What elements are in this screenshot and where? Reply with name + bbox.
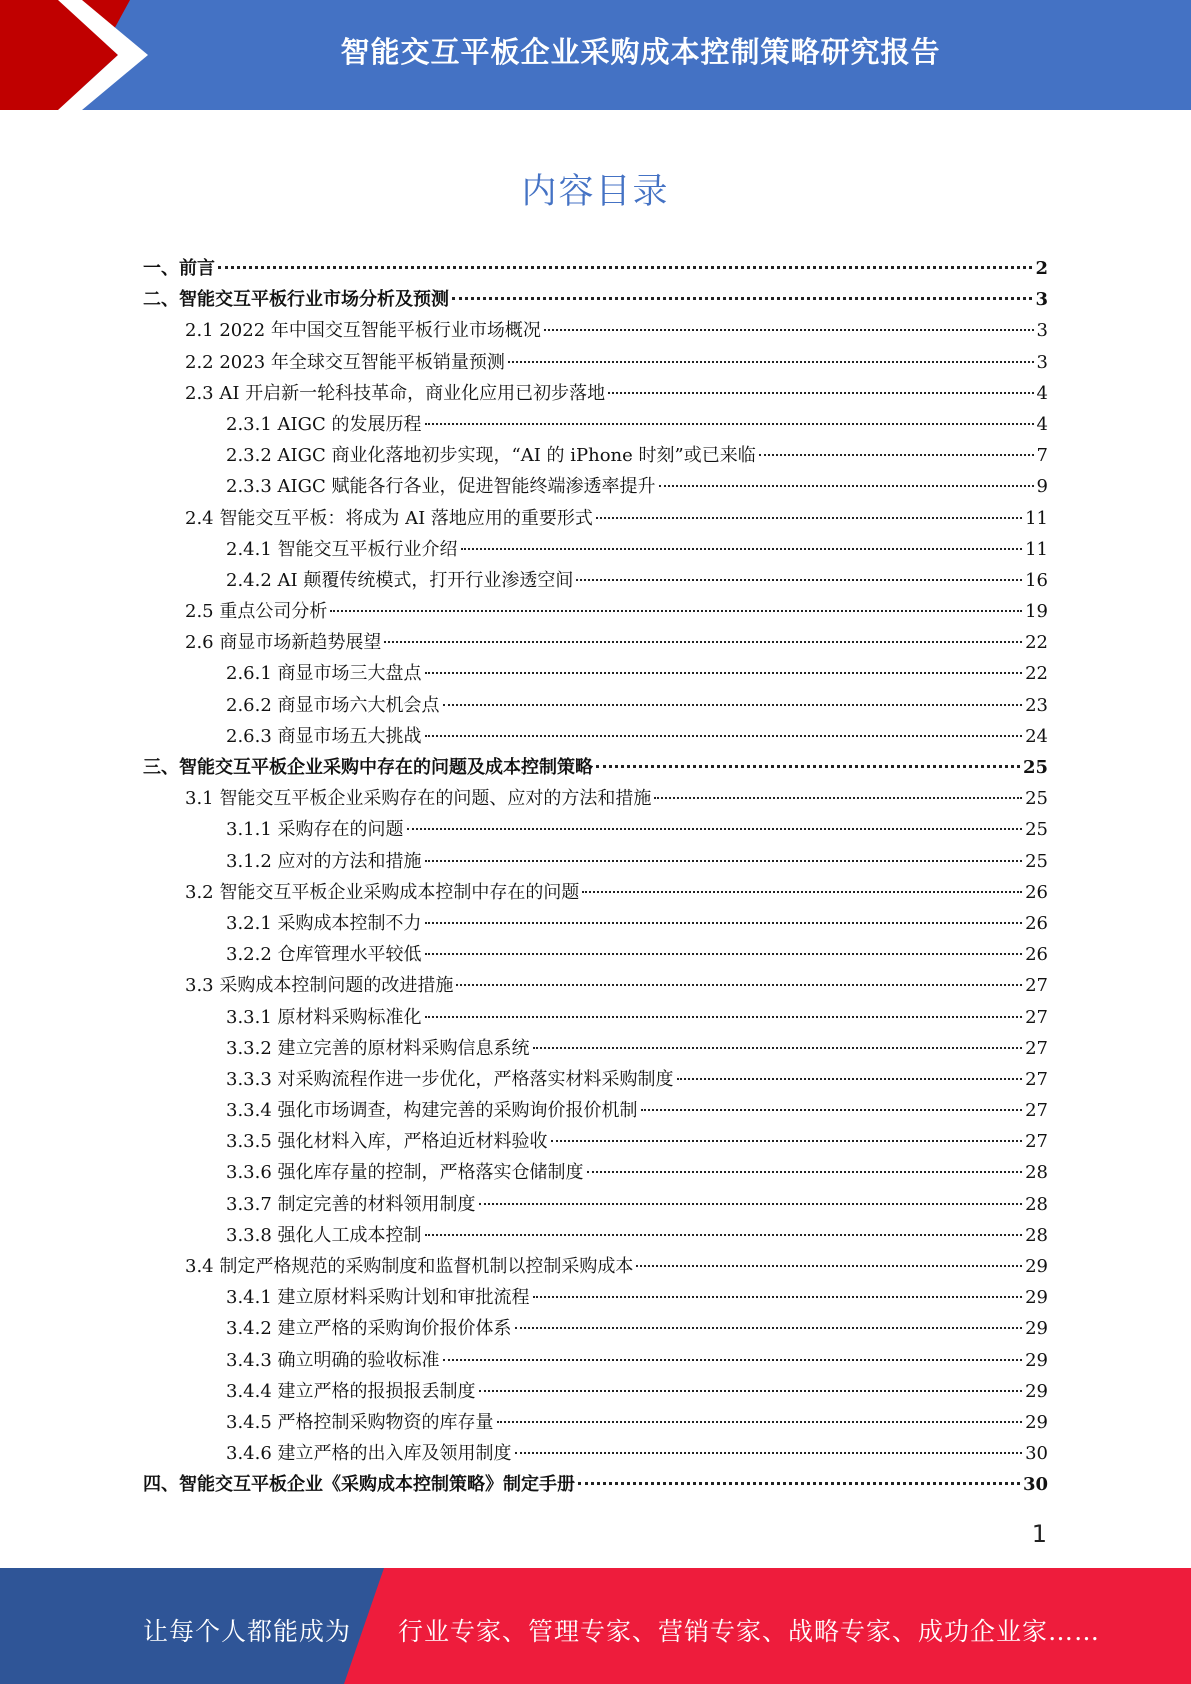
- toc-entry-page: 16: [1025, 569, 1048, 591]
- toc-dot-leader: [582, 891, 1022, 893]
- toc-entry[interactable]: [143, 940, 1048, 971]
- toc-dot-leader: [544, 329, 1034, 331]
- toc-entry-page: 3: [1036, 320, 1048, 342]
- toc-dot-leader: [407, 828, 1023, 830]
- toc-entry-title: 3.1.2 应对的方法和措施: [226, 850, 422, 872]
- toc-entry[interactable]: [143, 1158, 1048, 1189]
- toc-entry-page: 30: [1022, 1474, 1048, 1496]
- header-banner: [0, 0, 1191, 110]
- toc-entry-page: 27: [1025, 1037, 1048, 1059]
- toc-entry-title: 3.4.3 确立明确的验收标准: [226, 1349, 440, 1371]
- toc-entry-title: 3.3.7 制定完善的材料领用制度: [226, 1193, 476, 1215]
- toc-dot-leader: [425, 423, 1034, 425]
- toc-entry-title: 2.3.1 AIGC 的发展历程: [226, 413, 422, 435]
- toc-entry-page: 29: [1025, 1380, 1048, 1402]
- toc-entry-page: 27: [1025, 1068, 1048, 1090]
- toc-entry-page: 26: [1025, 944, 1048, 966]
- toc-entry-title: 3.3.5 强化材料入库，严格迫近材料验收: [226, 1131, 548, 1153]
- toc-entry[interactable]: [143, 784, 1048, 815]
- toc-entry-title: 2.4.1 智能交互平板行业介绍: [226, 538, 458, 560]
- toc-entry-page: 2: [1035, 258, 1048, 279]
- toc-entry-page: 26: [1025, 912, 1048, 934]
- toc-entry-page: 29: [1025, 1287, 1048, 1309]
- toc-entry-page: 4: [1036, 382, 1048, 404]
- toc-dot-leader: [218, 266, 1032, 269]
- toc-dot-leader: [551, 1140, 1023, 1142]
- toc-entry-title: 3.2.2 仓库管理水平较低: [226, 944, 422, 966]
- toc-entry[interactable]: [143, 1003, 1048, 1034]
- toc-entry[interactable]: [143, 597, 1048, 628]
- toc-entry-page: 25: [1025, 819, 1048, 841]
- toc-entry-title: 3.4.6 建立严格的出入库及领用制度: [226, 1443, 512, 1465]
- toc-entry-page: 3: [1035, 289, 1048, 311]
- toc-dot-leader: [641, 1109, 1023, 1111]
- toc-dot-leader: [452, 297, 1032, 300]
- toc-entry-page: 27: [1025, 1131, 1048, 1153]
- toc-entry-title: 3.4.1 建立原材料采购计划和审批流程: [226, 1287, 530, 1309]
- toc-dot-leader: [677, 1078, 1023, 1080]
- toc-entry[interactable]: [143, 379, 1048, 410]
- toc-entry-title: 2.4.2 AI 颠覆传统模式，打开行业渗透空间: [226, 569, 574, 591]
- toc-entry-title: 2.6.3 商显市场五大挑战: [226, 725, 422, 747]
- toc-entry-title: 3.3.2 建立完善的原材料采购信息系统: [226, 1037, 530, 1059]
- toc-dot-leader: [596, 517, 1022, 519]
- toc-dot-leader: [384, 641, 1022, 643]
- toc-entry-page: 22: [1025, 663, 1048, 685]
- toc-entry-title: 3.3.4 强化市场调查，构建完善的采购询价报价机制: [226, 1100, 638, 1122]
- toc-dot-leader: [596, 765, 1020, 768]
- toc-entry-title: 3.4 制定严格规范的采购制度和监督机制以控制采购成本: [185, 1256, 634, 1277]
- toc-dot-leader: [636, 1265, 1022, 1267]
- toc-entry-page: 7: [1036, 445, 1048, 467]
- toc-entry-title: 2.3.2 AIGC 商业化落地初步实现，“AI 的 iPhone 时刻”或已来临: [226, 445, 756, 467]
- toc-dot-leader: [654, 797, 1022, 799]
- toc-entry-title: 2.3.3 AIGC 赋能各行各业，促进智能终端渗透率提升: [226, 476, 656, 498]
- toc-entry-page: 29: [1025, 1256, 1048, 1277]
- toc-entry-page: 19: [1025, 601, 1048, 623]
- table-of-contents: [143, 254, 1048, 1502]
- toc-entry[interactable]: [143, 410, 1048, 441]
- toc-entry[interactable]: [143, 441, 1048, 472]
- toc-entry-page: 25: [1022, 757, 1048, 778]
- toc-entry[interactable]: [143, 1408, 1048, 1439]
- toc-entry-page: 26: [1025, 881, 1048, 903]
- toc-dot-leader: [443, 1359, 1023, 1361]
- toc-entry-page: 11: [1025, 507, 1048, 529]
- toc-dot-leader: [425, 860, 1023, 862]
- header-title: 智能交互平板企业采购成本控制策略研究报告: [340, 35, 941, 69]
- toc-entry[interactable]: [143, 254, 1048, 285]
- toc-entry-title: 2.5 重点公司分析: [185, 601, 328, 623]
- toc-entry[interactable]: [143, 348, 1048, 379]
- toc-dot-leader: [479, 1203, 1023, 1205]
- toc-dot-leader: [425, 1016, 1023, 1018]
- toc-entry[interactable]: [143, 1314, 1048, 1345]
- toc-entry-title: 3.3.8 强化人工成本控制: [226, 1224, 422, 1246]
- toc-entry-page: 27: [1025, 1100, 1048, 1122]
- toc-entry-title: 3.1.1 采购存在的问题: [226, 819, 404, 841]
- toc-entry[interactable]: [143, 1127, 1048, 1158]
- toc-entry-page: 24: [1025, 725, 1048, 747]
- toc-entry[interactable]: [143, 847, 1048, 878]
- toc-entry-title: 2.6.2 商显市场六大机会点: [226, 694, 440, 716]
- toc-dot-leader: [425, 922, 1023, 924]
- toc-entry[interactable]: [143, 909, 1048, 940]
- toc-entry-page: 3: [1036, 351, 1048, 373]
- toc-entry[interactable]: [143, 316, 1048, 347]
- toc-entry-page: 30: [1025, 1443, 1048, 1465]
- toc-dot-leader: [533, 1047, 1023, 1049]
- toc-entry-title: 3.3.1 原材料采购标准化: [226, 1006, 422, 1028]
- toc-entry[interactable]: [143, 722, 1048, 753]
- toc-entry[interactable]: [143, 1346, 1048, 1377]
- toc-dot-leader: [443, 704, 1023, 706]
- toc-dot-leader: [479, 1390, 1023, 1392]
- toc-dot-leader: [330, 610, 1022, 612]
- toc-entry-page: 28: [1025, 1162, 1048, 1184]
- page-number: 1: [1031, 1520, 1047, 1548]
- toc-entry[interactable]: [143, 1377, 1048, 1408]
- toc-entry-page: 11: [1025, 538, 1048, 560]
- toc-entry-page: 9: [1036, 476, 1048, 498]
- footer-banner: [0, 1568, 1191, 1684]
- toc-entry[interactable]: [143, 971, 1048, 1002]
- toc-entry-title: 2.6 商显市场新趋势展望: [185, 632, 382, 654]
- toc-entry[interactable]: [143, 1065, 1048, 1096]
- toc-entry-page: 25: [1025, 788, 1048, 810]
- toc-entry-title: 3.4.2 建立严格的采购询价报价体系: [226, 1318, 512, 1340]
- toc-entry-title: 四、智能交互平板企业《采购成本控制策略》制定手册: [143, 1474, 575, 1496]
- toc-entry-page: 25: [1025, 850, 1048, 872]
- toc-dot-leader: [515, 1327, 1023, 1329]
- toc-dot-leader: [461, 548, 1023, 550]
- toc-entry[interactable]: [143, 815, 1048, 846]
- footer-slogan-right: 行业专家、管理专家、营销专家、战略专家、成功企业家……: [398, 1617, 1101, 1646]
- toc-entry[interactable]: [143, 878, 1048, 909]
- toc-entry[interactable]: [143, 659, 1048, 690]
- toc-dot-leader: [425, 953, 1023, 955]
- toc-entry[interactable]: [143, 566, 1048, 597]
- toc-entry-title: 2.2 2023 年全球交互智能平板销量预测: [185, 351, 505, 373]
- toc-entry[interactable]: [143, 1470, 1048, 1501]
- toc-entry[interactable]: [143, 753, 1048, 784]
- toc-entry-page: 4: [1036, 413, 1048, 435]
- toc-entry-page: 29: [1025, 1318, 1048, 1340]
- toc-entry-title: 三、智能交互平板企业采购中存在的问题及成本控制策略: [143, 757, 593, 778]
- toc-entry-page: 29: [1025, 1349, 1048, 1371]
- toc-entry[interactable]: [143, 1439, 1048, 1470]
- toc-entry-title: 2.3 AI 开启新一轮科技革命，商业化应用已初步落地: [185, 382, 606, 404]
- toc-entry-title: 3.4.4 建立严格的报损报丢制度: [226, 1380, 476, 1402]
- toc-entry-title: 3.3 采购成本控制问题的改进措施: [185, 975, 454, 997]
- footer-slogan-left: 让每个人都能成为: [143, 1617, 352, 1646]
- toc-entry-page: 23: [1025, 694, 1048, 716]
- toc-entry[interactable]: [143, 285, 1048, 316]
- toc-entry[interactable]: [143, 1190, 1048, 1221]
- toc-dot-leader: [759, 454, 1034, 456]
- toc-entry-page: 27: [1025, 975, 1048, 997]
- toc-entry-page: 29: [1025, 1411, 1048, 1433]
- toc-dot-leader: [515, 1452, 1023, 1454]
- toc-dot-leader: [497, 1421, 1023, 1423]
- toc-entry-title: 2.1 2022 年中国交互智能平板行业市场概况: [185, 320, 541, 342]
- toc-entry-title: 3.4.5 严格控制采购物资的库存量: [226, 1411, 494, 1433]
- toc-entry-page: 28: [1025, 1224, 1048, 1246]
- toc-heading: 内容目录: [521, 172, 670, 212]
- toc-entry-title: 2.6.1 商显市场三大盘点: [226, 663, 422, 685]
- toc-entry-title: 3.3.3 对采购流程作进一步优化，严格落实材料采购制度: [226, 1068, 674, 1090]
- toc-dot-leader: [508, 361, 1034, 363]
- toc-entry[interactable]: [143, 1096, 1048, 1127]
- toc-entry-title: 2.4 智能交互平板：将成为 AI 落地应用的重要形式: [185, 507, 593, 529]
- toc-dot-leader: [425, 735, 1023, 737]
- toc-entry-page: 22: [1025, 632, 1048, 654]
- toc-entry-page: 28: [1025, 1193, 1048, 1215]
- toc-dot-leader: [578, 1482, 1020, 1485]
- toc-entry-title: 3.3.6 强化库存量的控制，严格落实仓储制度: [226, 1162, 584, 1184]
- toc-entry-title: 3.2.1 采购成本控制不力: [226, 912, 422, 934]
- toc-entry[interactable]: [143, 1034, 1048, 1065]
- toc-entry[interactable]: [143, 535, 1048, 566]
- toc-entry[interactable]: [143, 628, 1048, 659]
- toc-dot-leader: [533, 1296, 1023, 1298]
- toc-entry-title: 一、前言: [143, 258, 215, 279]
- toc-entry[interactable]: [143, 1283, 1048, 1314]
- toc-dot-leader: [587, 1171, 1023, 1173]
- toc-entry[interactable]: [143, 1252, 1048, 1283]
- toc-entry[interactable]: [143, 1221, 1048, 1252]
- toc-dot-leader: [576, 579, 1022, 581]
- toc-dot-leader: [608, 392, 1033, 394]
- toc-entry-title: 3.2 智能交互平板企业采购成本控制中存在的问题: [185, 881, 580, 903]
- toc-entry-page: 27: [1025, 1006, 1048, 1028]
- toc-dot-leader: [659, 485, 1034, 487]
- toc-entry[interactable]: [143, 472, 1048, 503]
- toc-entry[interactable]: [143, 691, 1048, 722]
- toc-dot-leader: [425, 672, 1023, 674]
- toc-dot-leader: [456, 984, 1022, 986]
- toc-entry[interactable]: [143, 504, 1048, 535]
- toc-entry-title: 3.1 智能交互平板企业采购存在的问题、应对的方法和措施: [185, 788, 652, 810]
- toc-dot-leader: [425, 1234, 1023, 1236]
- toc-entry-title: 二、智能交互平板行业市场分析及预测: [143, 289, 449, 311]
